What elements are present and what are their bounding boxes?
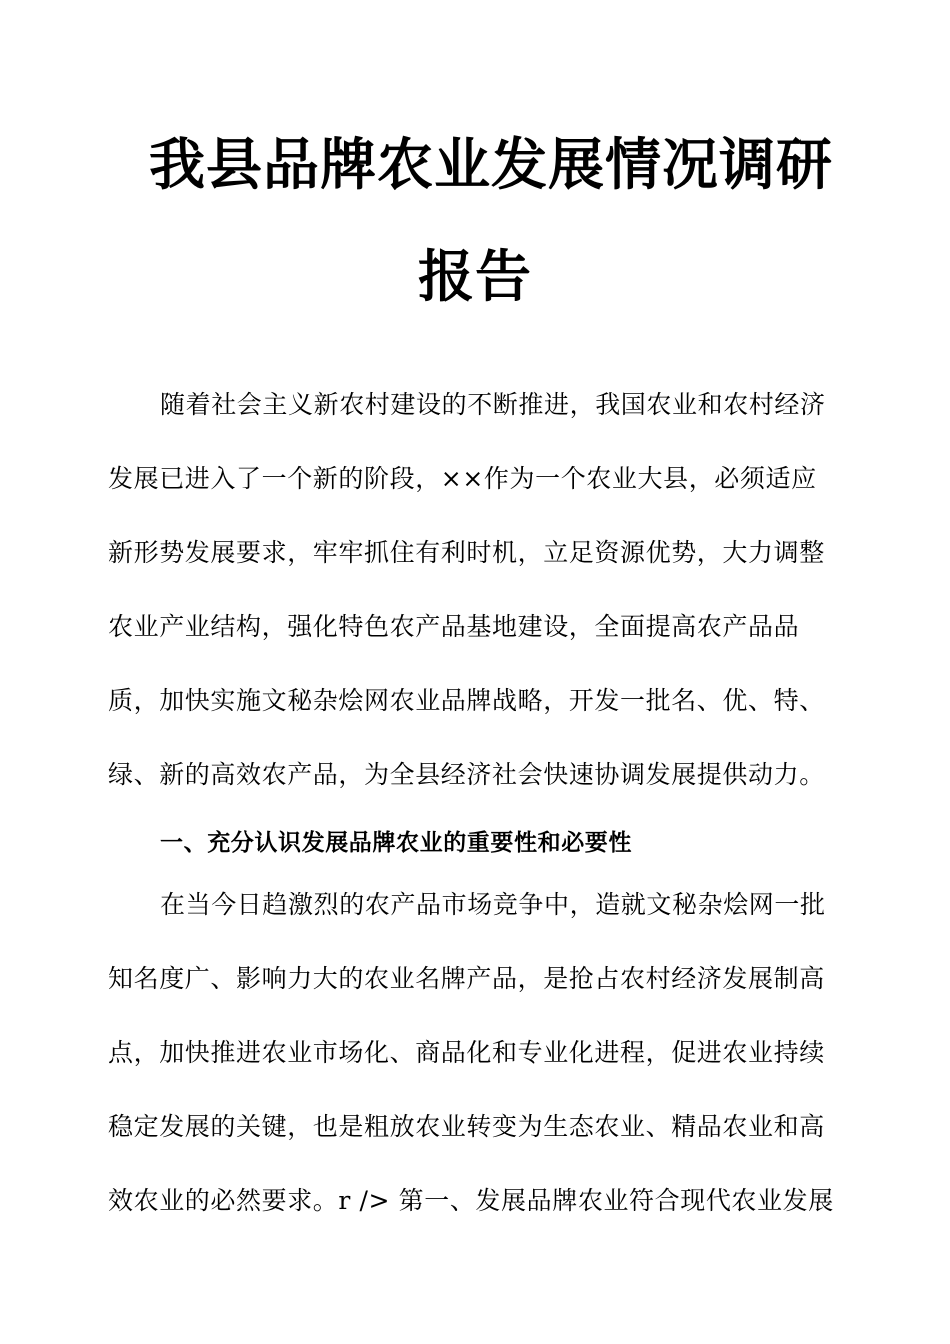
paragraph-1-line-6: 绿、新的高效农产品，为全县经济社会快速协调发展提供动力。 (108, 760, 825, 789)
document-title-line-1: 我县品牌农业发展情况调研 (149, 133, 833, 198)
paragraph-1-line-3: 新形势发展要求，牢牢抓住有利时机，立足资源优势，大力调整 (108, 538, 825, 567)
paragraph-2-line-5: 效农业的必然要求。r /> 第一、发展品牌农业符合现代农业发展 (108, 1186, 834, 1215)
paragraph-1-line-2: 发展已进入了一个新的阶段，××作为一个农业大县，必须适应 (108, 464, 817, 493)
paragraph-2-line-3: 点，加快推进农业市场化、商品化和专业化进程，促进农业持续 (108, 1038, 825, 1067)
document-title-line-2: 报告 (418, 245, 532, 310)
paragraph-2-line-2: 知名度广、影响力大的农业名牌产品，是抢占农村经济发展制高 (108, 964, 825, 993)
paragraph-1-line-1: 随着社会主义新农村建设的不断推进，我国农业和农村经济 (160, 390, 826, 419)
paragraph-1-line-4: 农业产业结构，强化特色农产品基地建设，全面提高农产品品 (108, 612, 800, 641)
paragraph-2-line-4: 稳定发展的关键，也是粗放农业转变为生态农业、精品农业和高 (108, 1112, 825, 1141)
paragraph-1-line-5: 质，加快实施文秘杂烩网农业品牌战略，开发一批名、优、特、 (108, 686, 825, 715)
paragraph-2-line-1: 在当今日趋激烈的农产品市场竞争中，造就文秘杂烩网一批 (160, 890, 826, 919)
section-heading: 一、充分认识发展品牌农业的重要性和必要性 (160, 830, 632, 856)
